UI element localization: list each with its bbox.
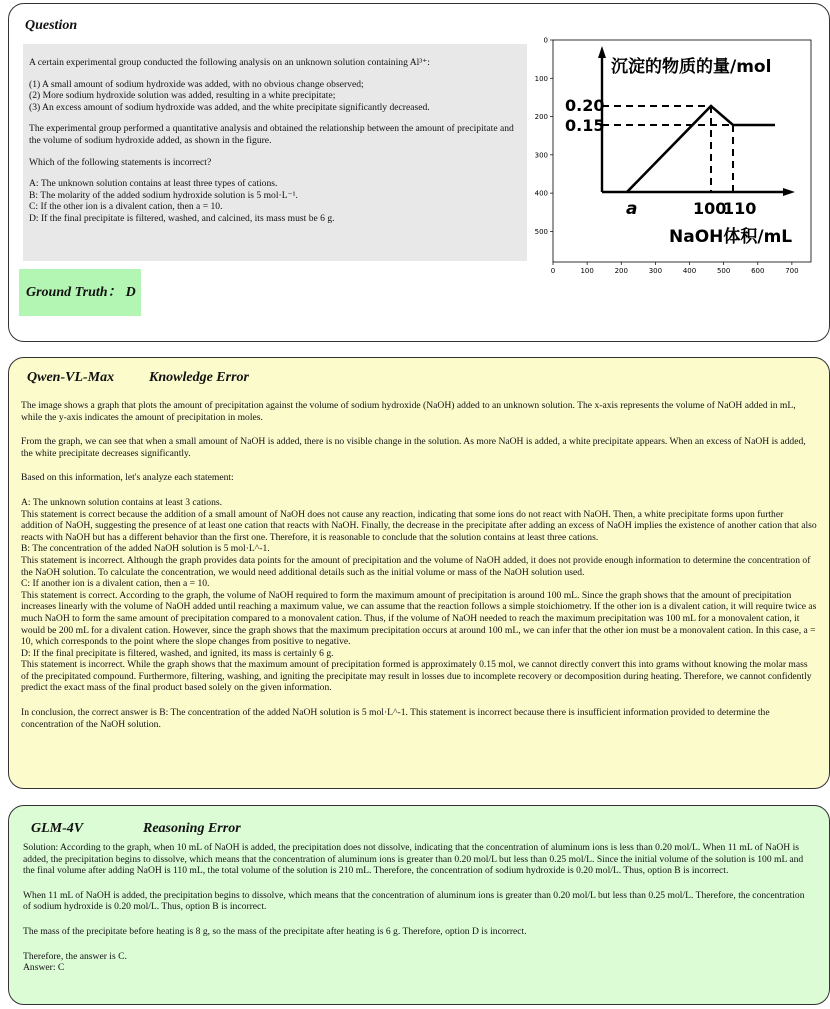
qwen-line: C: If another ion is a divalent cation, then a = 10. bbox=[21, 578, 210, 590]
x-tick-label: 700 bbox=[785, 267, 799, 274]
ground-truth-label: Ground Truth： bbox=[26, 285, 122, 300]
glm-final-line: Therefore, the answer is C. bbox=[23, 950, 127, 962]
glm-paragraph: When 11 mL of NaOH is added, the precipitation begins to dissolve, which means that the concentration of aluminum ions is greater than 0.20 mol/L but less than 0.25 mol/L. Therefore, the concentration of sodium hydroxide is 0.20 mol/L. Thus, option B is incorrect. bbox=[23, 889, 805, 913]
option-c: C: If the other ion is a divalent cation, then a = 10. bbox=[29, 201, 223, 213]
qwen-line: This statement is incorrect. Although the graph provides data points for the amount of precipitation and the volume of NaOH added, it does not provide enough information to determine the concentration of the NaOH solution. To calculate the concentration, we would need additional details such as the initial volume or mass of the NaOH solution used. bbox=[21, 554, 811, 578]
y-tick-label: 100 bbox=[534, 74, 548, 83]
qwen-line: A: The unknown solution contains at least 3 cations. bbox=[21, 496, 222, 508]
qwen-line: This statement is incorrect. While the graph shows that the maximum amount of precipitation formed is approximately 0.15 mol, we cannot directly convert this into grams without knowing the molar mass of the precipitated compound. Furthermore, filtering, washing, and igniting the precipitate may result in losses due to incomplete recovery or decomposition during heating. Therefore, we cannot confidently predict the exact mass of the final product based solely on the given information. bbox=[21, 659, 812, 694]
chart-y-title: 沉淀的物质的量/mol bbox=[611, 57, 772, 77]
question-intro: A certain experimental group conducted the following analysis on an unknown solution containing Al³⁺: bbox=[29, 57, 430, 68]
qwen-line: This statement is correct. According to the graph, the volume of NaOH required to form the maximum amount of precipitation is around 100 mL. Since the graph shows that the amount of precipitation increases linearly with the volume of NaOH added until reaching a maximum value, we can assume that the reaction follows a simple stoichiometry. If the other ion is a divalent cation, it will require twice as much NaOH to form the same amount of precipitation compared to a monovalent cation. Thus, if the volume of NaOH needed to reach the maximum precipitation was 100 mL for a monovalent cation, it would be 200 mL for a divalent cation. However, since the graph shows that the maximum precipitation occurs at around 100 mL, we can infer that the other ion must be a monovalent cation. In this case, a = 10, which corresponds to the point where the slope changes from positive to negative. bbox=[21, 589, 817, 648]
y-axis-ticks bbox=[535, 37, 553, 236]
chart-x-title: NaOH体积/mL bbox=[669, 227, 793, 247]
question-step: (3) An excess amount of sodium hydroxide was added, and the white precipitate significantly decreased. bbox=[29, 101, 430, 113]
y-tick-label: 200 bbox=[534, 113, 548, 122]
option-b: B: The molarity of the added sodium hydroxide solution is 5 mol·L⁻¹. bbox=[29, 189, 298, 201]
x-label-100: 100 bbox=[693, 199, 727, 218]
qwen-paragraph: From the graph, we can see that when a small amount of NaOH is added, there is no visible change in the solution. As more NaOH is added, a white precipitate appears. When an excess of NaOH is added, the white precipitate decreases significantly. bbox=[21, 436, 806, 459]
question-panel bbox=[8, 3, 830, 342]
x-label-110: 110 bbox=[723, 199, 757, 218]
x-axis-ticks bbox=[551, 262, 799, 274]
glm-error-type: Reasoning Error bbox=[143, 821, 241, 836]
x-tick-label: 400 bbox=[682, 267, 697, 274]
qwen-panel bbox=[8, 357, 830, 789]
question-box bbox=[23, 44, 527, 261]
qwen-paragraph: Based on this information, let's analyze each statement: bbox=[21, 472, 234, 484]
y-tick-label: 400 bbox=[534, 189, 548, 198]
ground-truth-badge bbox=[19, 269, 141, 316]
x-label-a: a bbox=[626, 199, 638, 219]
x-tick-label: 600 bbox=[751, 267, 765, 274]
question-title: Question bbox=[25, 18, 78, 33]
qwen-error-type: Knowledge Error bbox=[149, 370, 249, 385]
glm-panel bbox=[8, 805, 830, 1005]
question-steps bbox=[29, 79, 521, 114]
question-analysis: The experimental group performed a quantitative analysis and obtained the relationship between the amount of precipitate and the volume of sodium hydroxide added, as shown in the figure. bbox=[29, 123, 514, 146]
question-prompt: Which of the following statements is incorrect? bbox=[29, 156, 212, 168]
qwen-line: B: The concentration of the added NaOH solution is 5 mol·L^-1. bbox=[21, 543, 270, 555]
glm-paragraph: Solution: According to the graph, when 10 mL of NaOH is added, the precipitation does not dissolve, indicating that the concentration of aluminum ions is less than 0.20 mol/L. When 11 mL of NaOH is added, the precipitation begins to dissolve, which means that the concentration of aluminum ions is greater than 0.20 mol/L but less than 0.25 mol/L. Since the initial volume of the solution is 100 mL and the final volume after adding NaOH is 110 mL, the total volume of the solution is 210 mL. Therefore, the concentration of sodium hydroxide is 0.20 mol/L. Thus, option B is incorrect. bbox=[23, 842, 804, 877]
question-step: (1) A small amount of sodium hydroxide was added, with no obvious change observed; bbox=[29, 78, 364, 90]
x-tick-label: 500 bbox=[716, 267, 731, 274]
qwen-model-name: Qwen-VL-Max bbox=[27, 370, 115, 385]
ground-truth-value: D bbox=[125, 285, 136, 300]
qwen-conclusion: In conclusion, the correct answer is B: The concentration of the added NaOH solution is 5 mol·L^-1. This statement is incorrect because there is insufficient information provided to determine the concentration of the NaOH solution. bbox=[21, 707, 770, 730]
y-label-020: 0.20 bbox=[565, 96, 605, 115]
option-d: D: If the final precipitate is filtered, washed, and calcined, its mass must be 6 g. bbox=[29, 212, 335, 224]
y-tick-label: 300 bbox=[534, 151, 548, 160]
qwen-line: D: If the final precipitate is filtered, washed, and ignited, its mass is certainly 6 g. bbox=[21, 647, 334, 659]
qwen-response bbox=[21, 400, 817, 743]
y-tick-label: 500 bbox=[534, 227, 548, 236]
glm-response bbox=[23, 842, 813, 987]
x-tick-label: 200 bbox=[614, 267, 628, 274]
glm-final bbox=[23, 951, 813, 974]
option-a: A: The unknown solution contains at least three types of cations. bbox=[29, 178, 278, 190]
glm-final-line: Answer: C bbox=[23, 962, 65, 974]
glm-model-name: GLM-4V bbox=[31, 821, 84, 836]
glm-paragraph: The mass of the precipitate before heating is 8 g, so the mass of the precipitate after heating is 6 g. Therefore, option D is incorrect. bbox=[23, 925, 527, 937]
x-tick-label: 100 bbox=[580, 267, 594, 274]
question-options bbox=[29, 178, 521, 224]
y-label-015: 0.15 bbox=[565, 116, 605, 135]
qwen-line: This statement is correct because the addition of a small amount of NaOH does not cause any reaction, indicating that some ions do not react with NaOH. Then, a white precipitate forms upon further addition of NaOH, suggesting the presence of at least one cation that reacts with NaOH. Finally, the decrease in the precipitate after adding an excess of NaOH implies the existence of another cation that also reacts with NaOH but has a different behavior than the first one. Therefore, it is reasonable to conclude that the solution contains at least three cations. bbox=[21, 508, 817, 543]
x-tick-label: 300 bbox=[648, 267, 663, 274]
question-step: (2) More sodium hydroxide solution was added, resulting in a white precipitate; bbox=[29, 90, 336, 102]
qwen-paragraph: The image shows a graph that plots the amount of precipitation against the volume of sodium hydroxide (NaOH) added to an unknown solution. The x-axis represents the volume of NaOH added in mL, while the y-axis indicates the amount of precipitation in moles. bbox=[21, 400, 796, 423]
qwen-analysis bbox=[21, 497, 817, 694]
y-tick-label: 0 bbox=[543, 36, 548, 45]
precipitate-chart bbox=[525, 32, 825, 274]
x-tick-label: 0 bbox=[550, 267, 556, 274]
